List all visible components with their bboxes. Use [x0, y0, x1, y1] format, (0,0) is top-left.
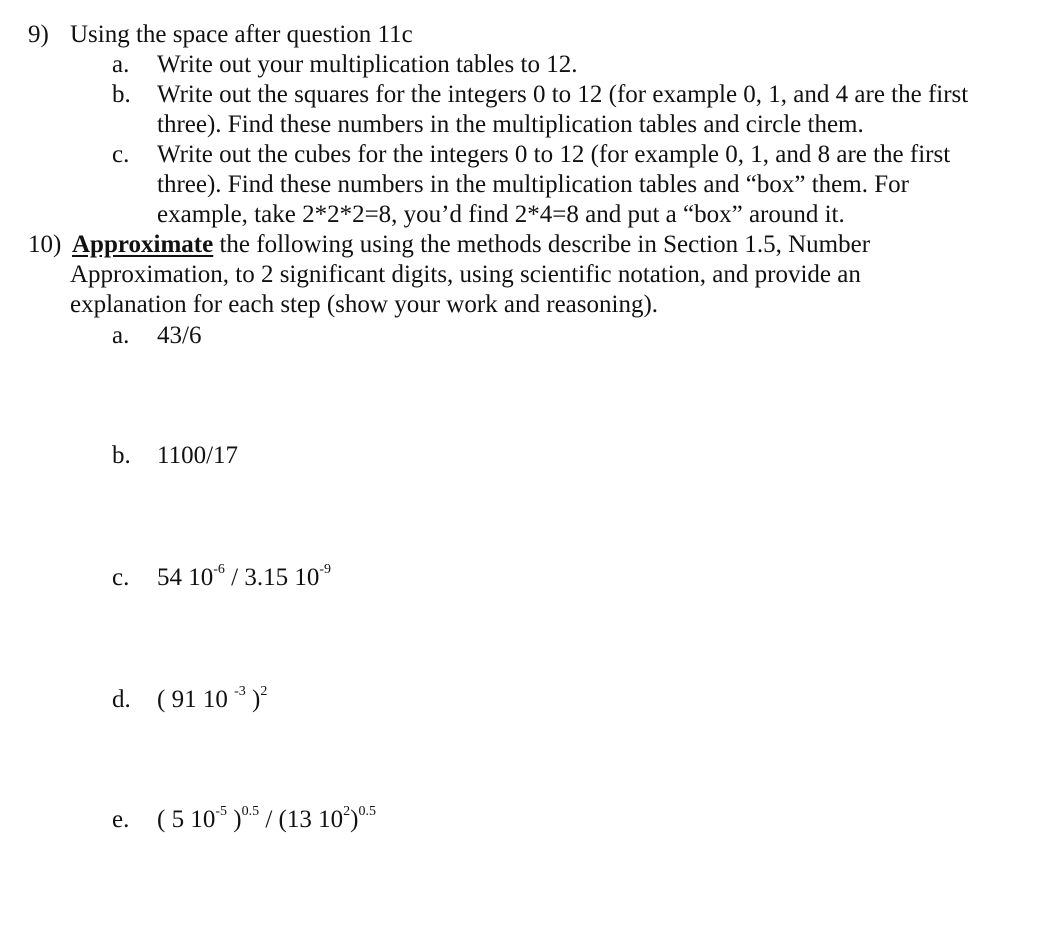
question-10-number: 10)	[28, 231, 62, 258]
q10-c-term-1: 54 10	[157, 564, 214, 591]
q10-part-a-label: a.	[112, 322, 130, 349]
question-10-line-2: Approximation, to 2 significant digits, using scientific notation, and provide an	[70, 261, 861, 288]
q10-part-a-expression: 43/6	[157, 322, 202, 349]
q10-part-d-expression	[157, 685, 267, 715]
q10-c-term-2: / 3.15 10	[224, 564, 320, 591]
q9-part-c-line-2: three). Find these numbers in the multiplication tables and “box” them. For	[157, 171, 909, 198]
approximate-emphasis: Approximate	[72, 231, 214, 258]
q9-part-a-text: Write out your multiplication tables to 12.	[157, 51, 578, 78]
q10-part-d-label: d.	[112, 686, 131, 713]
question-9-text: Using the space after question 11c	[70, 21, 413, 48]
q9-part-b-line-1: Write out the squares for the integers 0 to 12 (for example 0, 1, and 4 are the first	[157, 81, 969, 108]
q9-part-b-line-2: three). Find these numbers in the multiplication tables and circle them.	[157, 111, 864, 138]
q10-e-exponent-4: 0.5	[358, 803, 376, 819]
q10-part-c-expression	[157, 563, 331, 593]
q10-e-term-1: ( 5 10	[157, 806, 216, 833]
q10-e-term-2: )	[227, 806, 242, 833]
q10-e-exponent-3: 2	[343, 803, 351, 819]
question-9-number: 9)	[28, 21, 49, 48]
question-10-line-1	[72, 230, 870, 260]
q9-part-c-line-1: Write out the cubes for the integers 0 to 12 (for example 0, 1, and 8 are the first	[157, 141, 951, 168]
q10-e-exponent-2: 0.5	[241, 803, 260, 819]
q10-part-e-expression	[157, 805, 376, 835]
q9-part-a-label: a.	[112, 51, 130, 78]
q9-part-b-label: b.	[112, 81, 131, 108]
q10-part-c-label: c.	[112, 564, 130, 591]
q10-d-exponent-2: 2	[260, 683, 268, 699]
question-10-line-1-rest: the following using the methods describe in Section 1.5, Number	[213, 231, 871, 258]
q10-c-exponent-1: -6	[213, 561, 225, 577]
q10-d-term-2: )	[245, 686, 261, 713]
q10-e-exponent-1: -5	[215, 803, 227, 819]
q10-part-b-label: b.	[112, 442, 131, 469]
q10-part-b-expression: 1100/17	[157, 442, 239, 469]
q10-part-e-label: e.	[112, 806, 130, 833]
question-10-line-3: explanation for each step (show your work and reasoning).	[70, 291, 659, 318]
q10-d-term-1: ( 91 10	[157, 686, 235, 713]
q9-part-c-line-3: example, take 2*2*2=8, you’d find 2*4=8 and put a “box” around it.	[157, 201, 845, 228]
q10-e-term-3: / (13 10	[259, 806, 344, 833]
q10-d-exponent-1: -3	[234, 683, 246, 699]
q9-part-c-label: c.	[112, 141, 130, 168]
q10-c-exponent-2: -9	[319, 561, 332, 577]
q10-e-term-4: )	[350, 806, 359, 833]
